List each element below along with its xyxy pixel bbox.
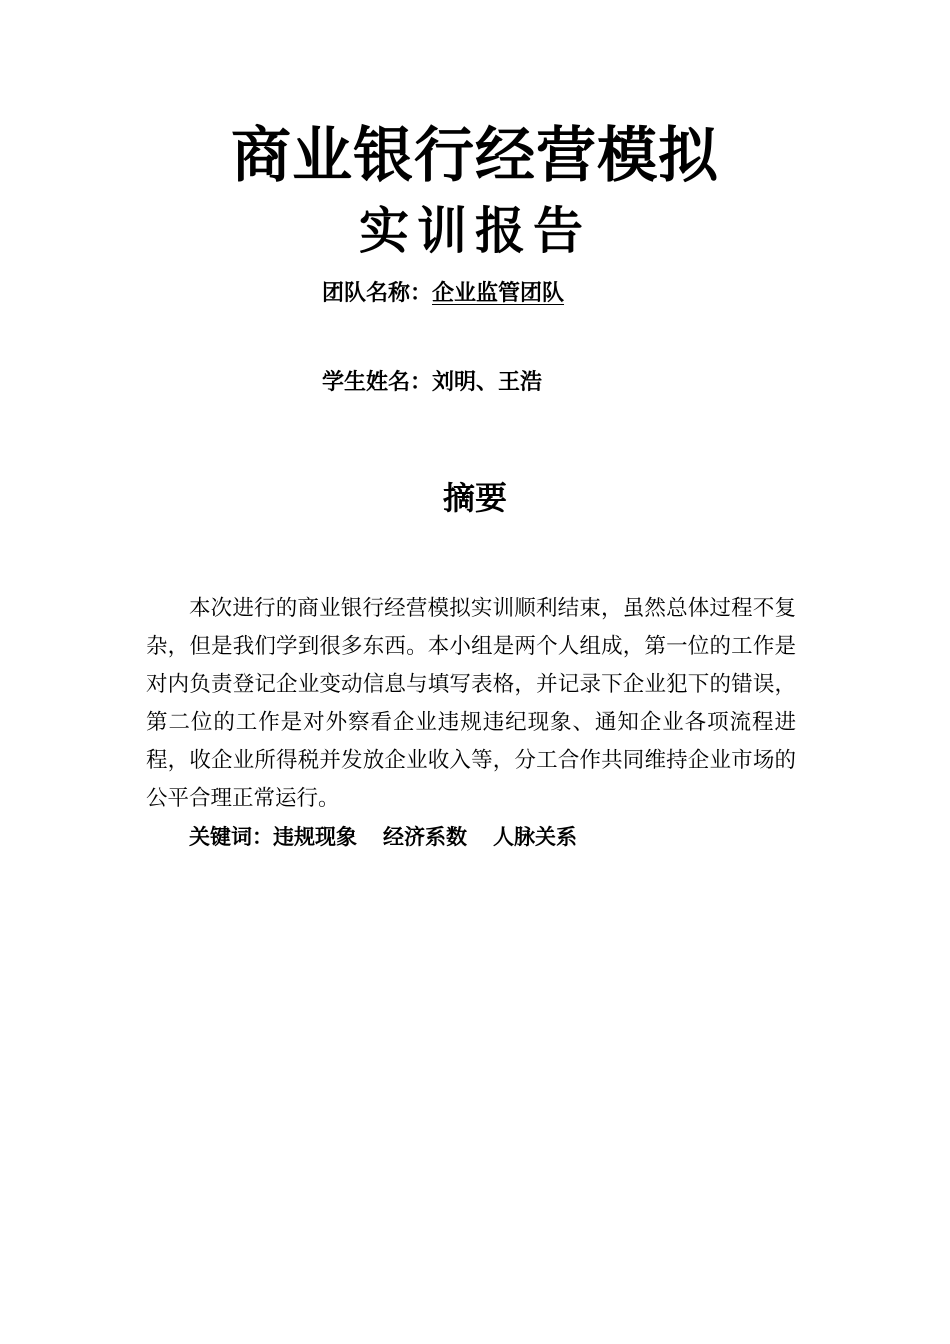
team-name-line [322,278,564,308]
abstract-body: 本次进行的商业银行经营模拟实训顺利结束，虽然总体过程不复杂，但是我们学到很多东西。本小组是两个人组成，第一位的工作是对内负责登记企业变动信息与填写表格，并记录下企业犯下的错误，第二位的工作是对外察看企业违规违纪现象、通知企业各项流程进程，收企业所得税并发放企业收入等，分工合作共同维持企业市场的公平合理正常运行。 [146,596,796,811]
abstract-heading: 摘要 [442,479,507,517]
keyword-item: 经济系数 [383,824,467,849]
team-name-value: 企业监管团队 [432,280,565,306]
keywords-label: 关键词： [189,824,273,849]
report-subtitle: 实训报告 [359,201,591,260]
keyword-item: 人脉关系 [493,824,577,849]
team-name-label: 团队名称： [322,280,433,306]
student-name-label: 学生姓名： [322,369,433,395]
student-name-line [322,367,542,397]
keywords-line [189,821,577,853]
report-title: 商业银行经营模拟 [231,121,719,191]
student-name-value: 刘明、王浩 [432,369,543,395]
keyword-item: 违规现象 [273,824,357,849]
